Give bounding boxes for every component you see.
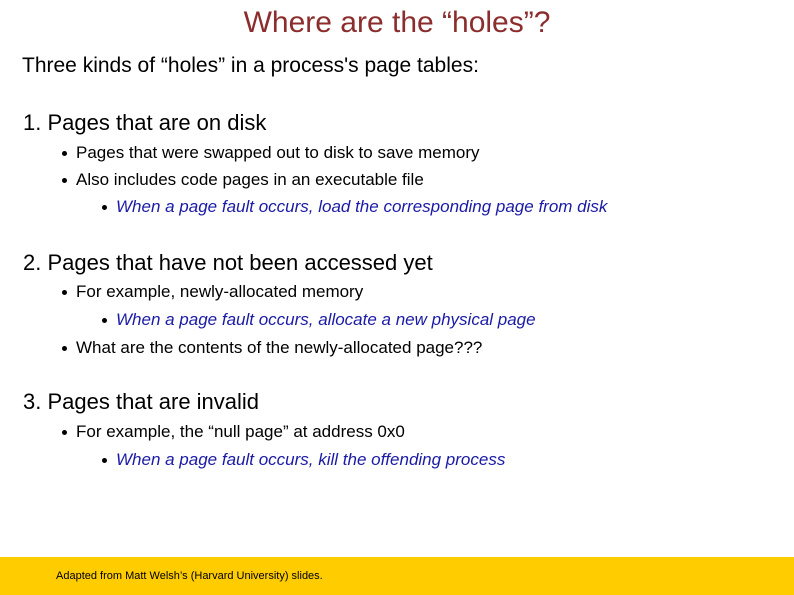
sub-bullet-text: When a page fault occurs, kill the offending process bbox=[116, 450, 506, 469]
bullet-item bbox=[62, 170, 424, 190]
sub-bullet-text: When a page fault occurs, allocate a new physical page bbox=[116, 310, 536, 329]
bullet-dot-icon bbox=[62, 151, 67, 156]
bullet-dot-icon bbox=[62, 290, 67, 295]
sub-bullet-item bbox=[102, 197, 607, 217]
bullet-item bbox=[62, 282, 363, 302]
intro-text: Three kinds of “holes” in a process's page tables: bbox=[22, 54, 479, 77]
slide-title: Where are the “holes”? bbox=[243, 6, 551, 39]
bullet-dot-icon bbox=[62, 430, 67, 435]
bullet-dot-icon bbox=[102, 318, 107, 323]
bullet-item bbox=[62, 143, 479, 163]
bullet-text: For example, the “null page” at address 0x0 bbox=[76, 422, 405, 441]
bullet-text: For example, newly-allocated memory bbox=[76, 282, 364, 301]
bullet-dot-icon bbox=[102, 205, 107, 210]
sub-bullet-item bbox=[102, 310, 536, 330]
bullet-dot-icon bbox=[62, 178, 67, 183]
bullet-item bbox=[62, 422, 405, 442]
sub-bullet-text: When a page fault occurs, load the corresponding page from disk bbox=[116, 197, 608, 216]
section-heading-2: 2. Pages that have not been accessed yet bbox=[23, 250, 433, 275]
section-heading-3: 3. Pages that are invalid bbox=[23, 389, 260, 414]
bullet-text: Also includes code pages in an executable file bbox=[76, 170, 424, 189]
bullet-dot-icon bbox=[62, 346, 67, 351]
bullet-text: What are the contents of the newly-allocated page??? bbox=[76, 338, 483, 357]
bullet-text: Pages that were swapped out to disk to save memory bbox=[76, 143, 480, 162]
bullet-dot-icon bbox=[102, 458, 107, 463]
section-heading-1: 1. Pages that are on disk bbox=[23, 110, 267, 135]
bullet-item bbox=[62, 338, 482, 358]
sub-bullet-item bbox=[102, 450, 505, 470]
footer-credit: Adapted from Matt Welsh’s (Harvard University) slides. bbox=[56, 570, 323, 582]
